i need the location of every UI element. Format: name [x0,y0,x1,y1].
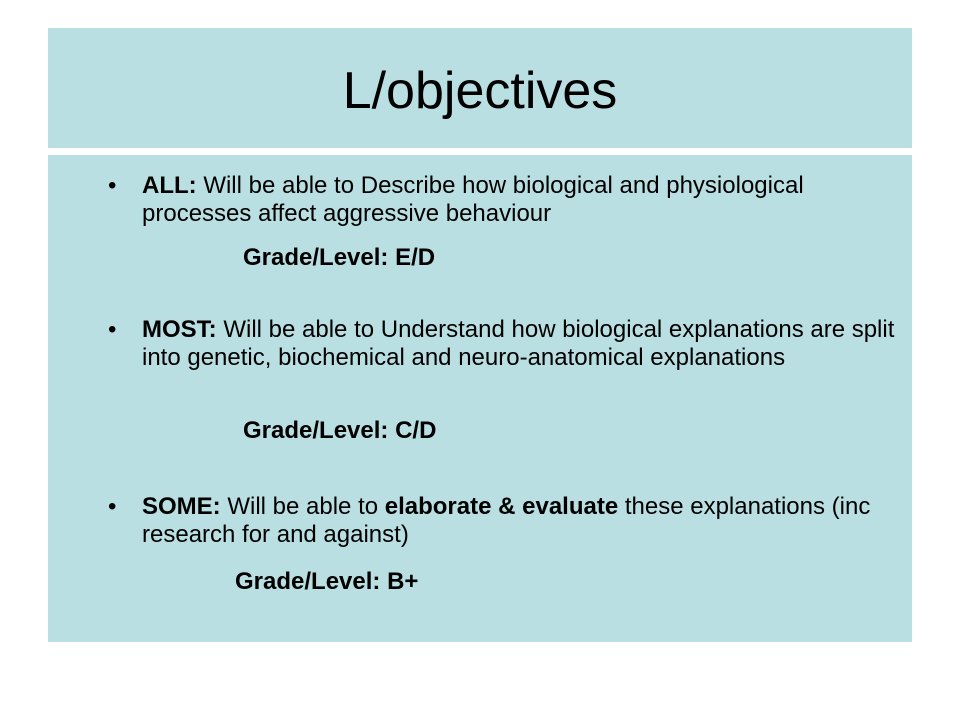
objective-some-text-before: Will be able to [220,493,385,520]
objective-all-text: Will be able to Describe how biological and physiological processes affect aggressive behaviour [142,172,804,227]
objective-most-text: Will be able to Understand how biological explanations are split into genetic, biochemical and neuro-anatomical explanations [142,316,895,371]
objective-most [142,316,912,372]
objective-all-label: ALL: [142,172,197,199]
objective-most-grade: Grade/Level: C/D [243,417,437,444]
objective-some [142,493,912,549]
title-panel [48,28,912,148]
bullet-marker: • [108,493,117,520]
objective-some-label: SOME: [142,493,221,520]
bullet-marker: • [108,172,117,199]
objective-some-grade: Grade/Level: B+ [235,568,419,595]
objective-some-text-after: these explanations (inc research for and against) [142,493,871,548]
objectives-panel [48,155,912,642]
slide-title: L/objectives [342,62,618,120]
bullet-marker: • [108,316,117,343]
objective-most-label: MOST: [142,316,217,343]
objective-all [142,172,912,228]
objective-all-grade: Grade/Level: E/D [243,244,436,271]
objective-some-emphasis: elaborate & evaluate [384,493,619,520]
